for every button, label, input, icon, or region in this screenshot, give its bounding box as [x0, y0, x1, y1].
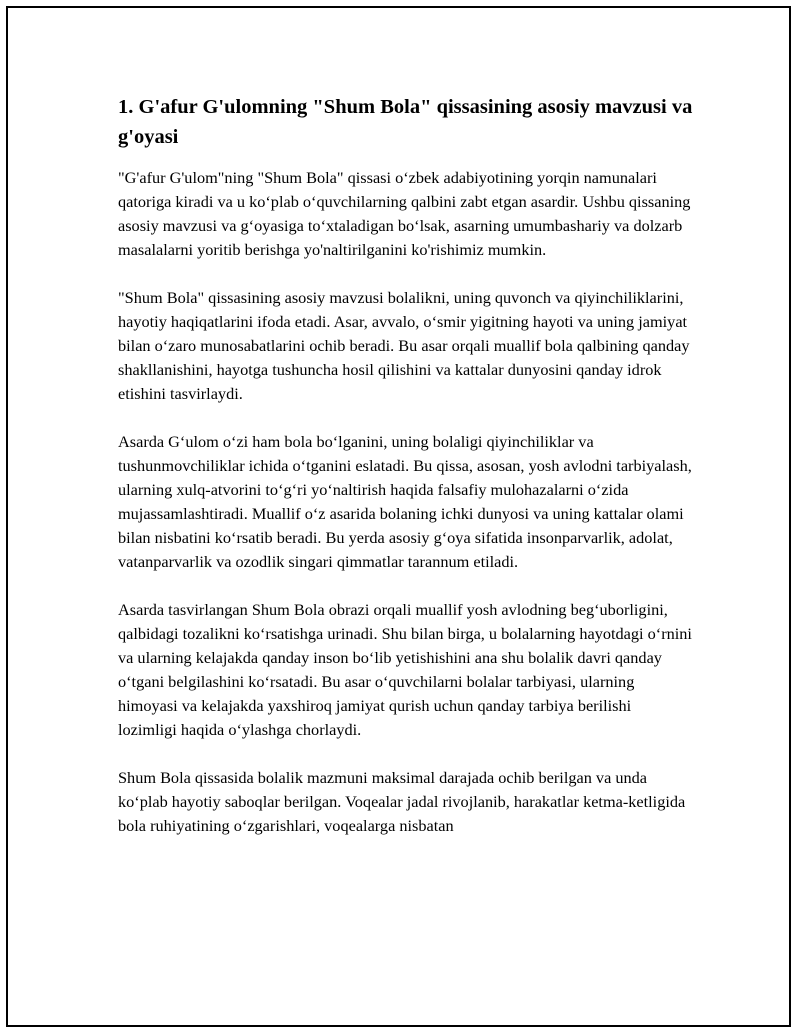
paragraph-1: "G'afur G'ulom"ning "Shum Bola" qissasi o‘zbek adabiyotining yorqin namunalari qatoriga kiradi va u ko‘plab o‘quvchilarning qalbini zabt etgan asardir. Ushbu qissaning asosiy mavzusi va g‘oyasiga to‘xtaladigan bo‘lsak, asarning umumbashariy va dolzarb masalalarni yoritib berishga yo'naltirilganini ko'rishimiz mumkin.: [118, 168, 691, 259]
paragraph-5: Shum Bola qissasida bolalik mazmuni maksimal darajada ochib berilgan va unda ko‘plab hayotiy saboqlar berilgan. Voqealar jadal rivojlanib, harakatlar ketma-ketligida bola ruhiyatining o‘zgarishlari, voqealarga nisbatan: [118, 768, 686, 835]
paragraph-2: "Shum Bola" qissasining asosiy mavzusi bolalikni, uning quvonch va qiyinchiliklarini, hayotiy haqiqatlarini ifoda etadi. Asar, avvalo, o‘smir yigitning hayoti va uning jamiyat bilan o‘zaro munosabatlarini ochib beradi. Bu asar orqali muallif bola qalbining qanday shakllanishini, hayotga tushuncha hosil qilishini va kattalar dunyosini qanday idrok etishini tasvirlaydi.: [118, 288, 690, 403]
document-body: [118, 92, 693, 862]
paragraph-4: Asarda tasvirlangan Shum Bola obrazi orqali muallif yosh avlodning beg‘uborligini, qalbidagi tozalikni ko‘rsatishga urinadi. Shu bilan birga, u bolalarning hayotdagi o‘rnini va ularning kelajakda qanday inson bo‘lib yetishishini ana shu bolalik davri qanday o‘tgani belgilashini ko‘rsatadi. Bu asar o‘quvchilarni bolalar tarbiyasi, ularning himoyasi va kelajakda yaxshiroq jamiyat qurish uchun qanday tarbiya berilishi lozimligi haqida o‘ylashga chorlaydi.: [118, 600, 692, 739]
paragraph-3: Asarda G‘ulom o‘zi ham bola bo‘lganini, uning bolaligi qiyinchiliklar va tushunmovchiliklar ichida o‘tganini eslatadi. Bu qissa, asosan, yosh avlodni tarbiyalash, ularning xulq-atvorini to‘g‘ri yo‘naltirish haqida falsafiy mulohazalarni o‘zida mujassamlashtiradi. Muallif o‘z asarida bolaning ichki dunyosi va uning kattalar olami bilan nisbatini ko‘rsatib beradi. Bu yerda asosiy g‘oya sifatida insonparvarlik, adolat, vatanparvarlik va ozodlik singari qimmatlar tarannum etiladi.: [118, 432, 692, 571]
document-heading: 1. G'afur G'ulomning "Shum Bola" qissasining asosiy mavzusi va g'oyasi: [118, 96, 693, 148]
